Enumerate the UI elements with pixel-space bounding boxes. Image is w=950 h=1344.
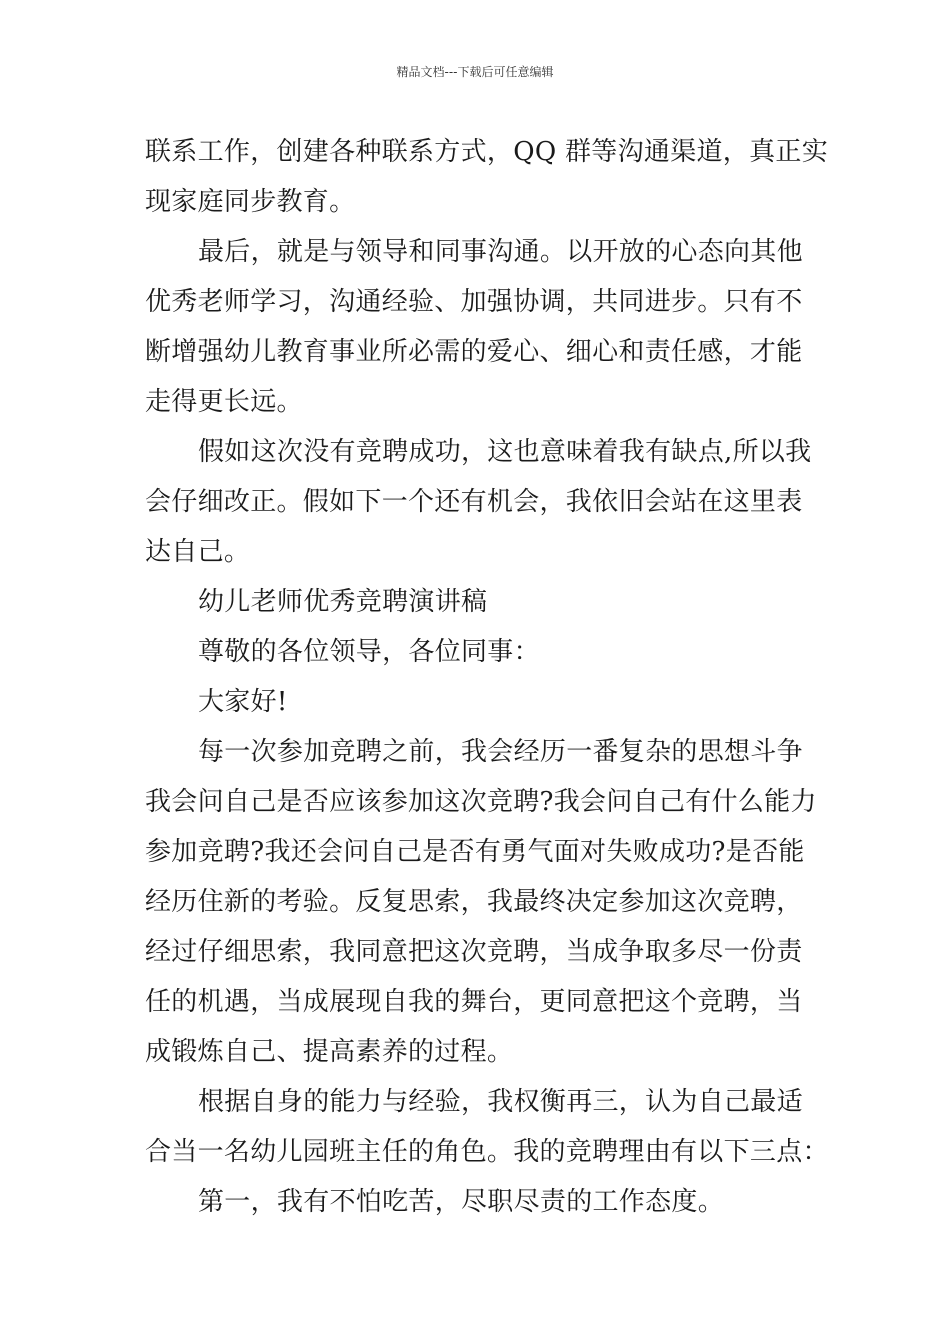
- paragraph-line: 现家庭同步教育。: [145, 187, 356, 217]
- paragraph-first-line: 第一，我有不怕吃苦，尽职尽责的工作态度。: [198, 1187, 725, 1217]
- paragraph-line: 经历住新的考验。反复思索，我最终决定参加这次竞聘，: [145, 887, 803, 917]
- paragraph-line: 合当一名幼儿园班主任的角色。我的竞聘理由有以下三点：: [145, 1137, 829, 1167]
- paragraph-first-line: 幼儿老师优秀竞聘演讲稿: [198, 587, 488, 617]
- paragraph-line: 达自己。: [145, 537, 251, 567]
- paragraph-line: 走得更长远。: [145, 387, 303, 417]
- page-header: 精品文档---下载后可任意编辑: [396, 65, 554, 79]
- paragraph-line: 联系工作，创建各种联系方式，QQ 群等沟通渠道，真正实: [145, 137, 828, 167]
- paragraph-line: 我会问自己是否应该参加这次竞聘?我会问自己有什么能力: [145, 787, 817, 817]
- paragraph-line: 经过仔细思索，我同意把这次竞聘，当成争取多尽一份责: [145, 937, 803, 967]
- paragraph-first-line: 尊敬的各位领导，各位同事：: [198, 637, 540, 667]
- paragraph-line: 成锻炼自己、提高素养的过程。: [145, 1037, 514, 1067]
- paragraph-first-line: 每一次参加竞聘之前，我会经历一番复杂的思想斗争: [198, 737, 803, 767]
- paragraph-line: 会仔细改正。假如下一个还有机会，我依旧会站在这里表: [145, 487, 803, 517]
- paragraph-first-line: 假如这次没有竞聘成功，这也意味着我有缺点,所以我: [198, 437, 812, 467]
- paragraph-first-line: 根据自身的能力与经验，我权衡再三，认为自己最适: [198, 1087, 803, 1117]
- paragraph-line: 任的机遇，当成展现自我的舞台，更同意把这个竞聘，当: [145, 987, 803, 1017]
- paragraph-first-line: 最后，就是与领导和同事沟通。以开放的心态向其他: [198, 237, 803, 267]
- paragraph-first-line: 大家好!: [198, 687, 288, 717]
- paragraph-line: 断增强幼儿教育事业所必需的爱心、细心和责任感，才能: [145, 337, 803, 367]
- document-body: [145, 127, 829, 1227]
- paragraph-line: 参加竞聘?我还会问自己是否有勇气面对失败成功?是否能: [145, 837, 805, 867]
- paragraph-line: 优秀老师学习，沟通经验、加强协调，共同进步。只有不: [145, 287, 803, 317]
